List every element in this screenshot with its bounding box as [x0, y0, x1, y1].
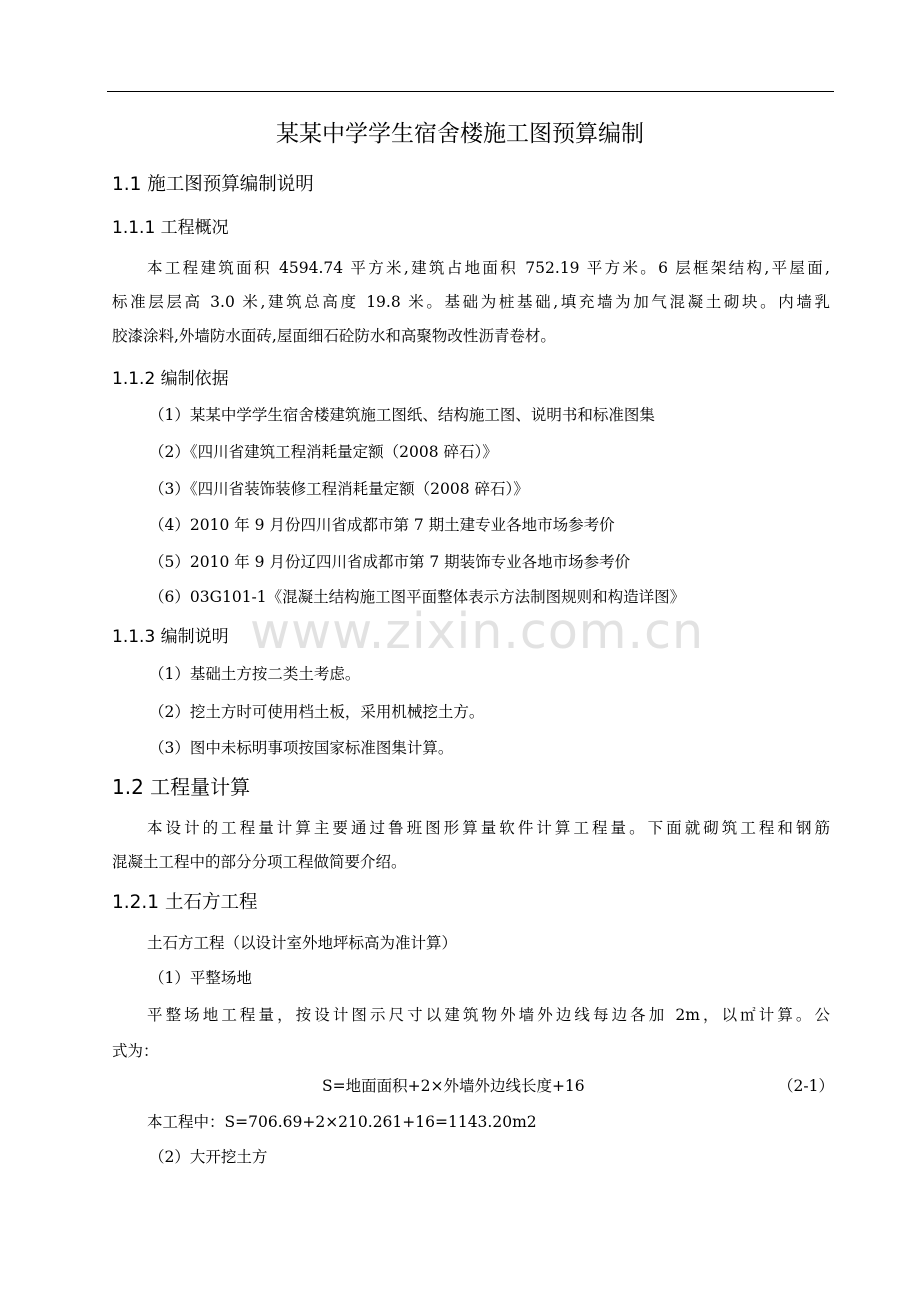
section-heading-1-1-1: 1.1.1 工程概况 [112, 218, 229, 238]
basis-item: （5）2010 年 9 月份辽四川省成都市第 7 期装饰专业各地市场参考价 [149, 553, 631, 571]
overview-line-3: 胶漆涂料,外墙防水面砖,屋面细石砼防水和高聚物改性沥青卷材。 [112, 327, 556, 345]
section-heading-1-1: 1.1 施工图预算编制说明 [112, 174, 314, 195]
header-rule [107, 91, 834, 92]
watermark: www.zixin.com.cn [250, 603, 705, 660]
formula: S=地面面积+2×外墙外边线长度+16 [322, 1077, 585, 1095]
section-heading-1-1-3: 1.1.3 编制说明 [112, 627, 229, 647]
basis-item: （1）某某中学学生宿舍楼建筑施工图纸、结构施工图、说明书和标准图集 [149, 406, 655, 424]
overview-line-1: 本工程建筑面积 4594.74 平方米,建筑占地面积 752.19 平方米。6 层框架结构,平屋面, [147, 259, 830, 277]
document-title: 某某中学学生宿舍楼施工图预算编制 [276, 121, 644, 147]
earthwork-item-1: （1）平整场地 [149, 969, 252, 987]
note-item: （1）基础土方按二类土考虑。 [149, 665, 361, 683]
calc-intro-line-2: 混凝土工程中的部分分项工程做简要介绍。 [112, 853, 407, 871]
section-heading-1-2-1: 1.2.1 土石方工程 [112, 892, 258, 913]
earthwork-item-2: （2）大开挖土方 [149, 1148, 268, 1166]
basis-item: （2）《四川省建筑工程消耗量定额（2008 碎石）》 [149, 443, 498, 461]
earthwork-intro: 土石方工程（以设计室外地坪标高为准计算） [147, 934, 458, 952]
calc-result: 本工程中：S=706.69+2×210.261+16=1143.20m2 [147, 1113, 537, 1131]
leveling-line-1: 平整场地工程量，按设计图示尺寸以建筑物外墙外边线每边各加 2m，以㎡计算。公 [147, 1006, 830, 1024]
basis-item: （4）2010 年 9 月份四川省成都市第 7 期土建专业各地市场参考价 [149, 516, 615, 534]
calc-intro-line-1: 本设计的工程量计算主要通过鲁班图形算量软件计算工程量。下面就砌筑工程和钢筋 [147, 819, 830, 837]
overview-line-2: 标准层层高 3.0 米,建筑总高度 19.8 米。基础为桩基础,填充墙为加气混凝土砌块。内墙乳 [112, 293, 830, 311]
note-item: （3）图中未标明事项按国家标准图集计算。 [149, 739, 454, 757]
section-heading-1-1-2: 1.1.2 编制依据 [112, 369, 229, 389]
basis-item: （6）03G101-1《混凝土结构施工图平面整体表示方法制图规则和构造详图》 [149, 588, 686, 606]
basis-item: （3）《四川省装饰装修工程消耗量定额（2008 碎石）》 [149, 480, 529, 498]
leveling-line-2: 式为： [112, 1042, 159, 1060]
section-heading-1-2: 1.2 工程量计算 [112, 775, 251, 799]
formula-number: （2-1） [778, 1077, 834, 1095]
note-item: （2）挖土方时可使用档土板，采用机械挖土方。 [149, 703, 485, 721]
